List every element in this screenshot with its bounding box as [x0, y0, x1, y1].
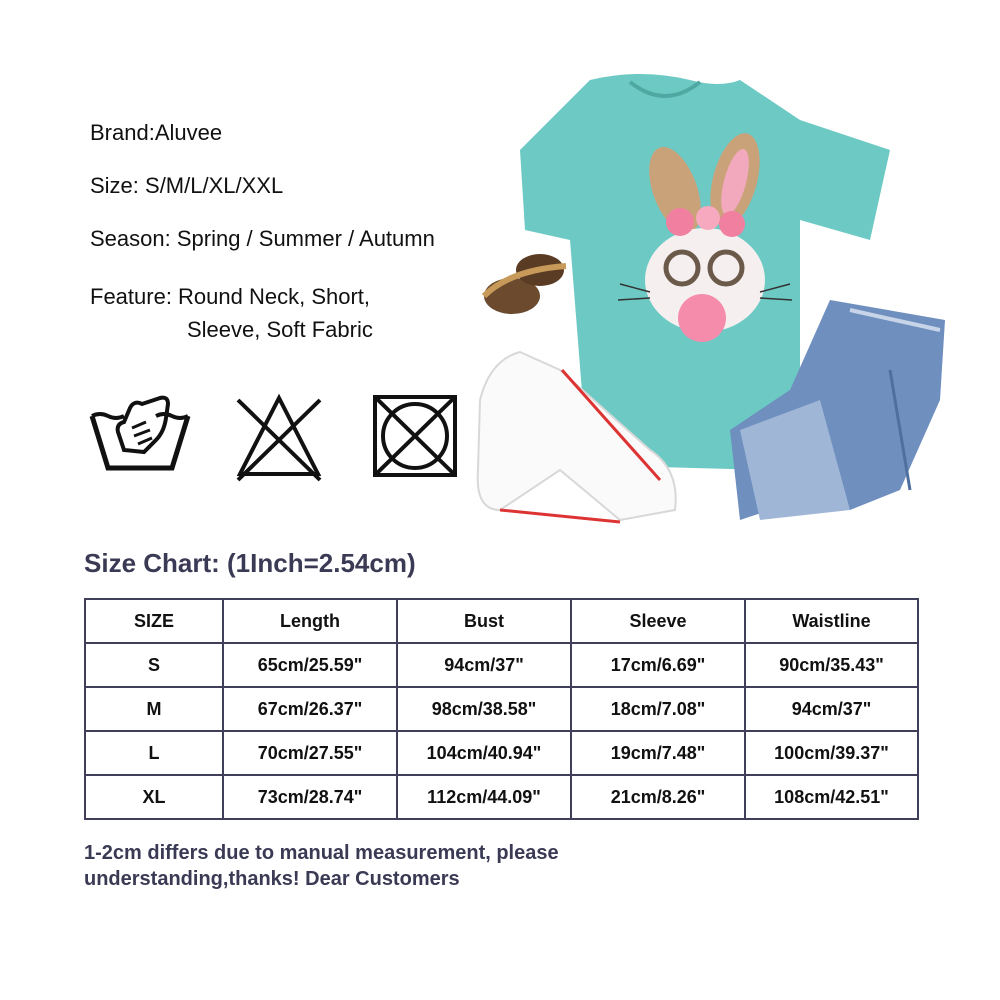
table-cell: 21cm/8.26"	[571, 775, 745, 819]
table-cell: 112cm/44.09"	[397, 775, 571, 819]
table-cell: 18cm/7.08"	[571, 687, 745, 731]
product-photo	[470, 70, 960, 540]
note-line2: understanding,thanks! Dear Customers	[84, 868, 460, 890]
header-waistline: Waistline	[745, 599, 918, 643]
table-cell: M	[85, 687, 223, 731]
sunglasses-image	[484, 254, 566, 314]
table-header-row	[85, 599, 918, 643]
table-row	[85, 687, 918, 731]
header-size: SIZE	[85, 599, 223, 643]
do-not-bleach-icon	[234, 390, 324, 482]
table-row	[85, 643, 918, 687]
hand-wash-icon	[88, 388, 192, 472]
brand-text: Brand:Aluvee	[90, 120, 223, 145]
table-cell: 94cm/37"	[745, 687, 918, 731]
feature-text-line2: Sleeve, Soft Fabric	[187, 317, 373, 342]
table-cell: 100cm/39.37"	[745, 731, 918, 775]
table-cell: 94cm/37"	[397, 643, 571, 687]
size-chart-title: Size Chart: (1Inch=2.54cm)	[84, 548, 416, 578]
table-cell: 73cm/28.74"	[223, 775, 397, 819]
table-cell: 67cm/26.37"	[223, 687, 397, 731]
size-chart-table	[84, 598, 919, 820]
table-cell: S	[85, 643, 223, 687]
table-cell: 70cm/27.55"	[223, 731, 397, 775]
do-not-tumble-dry-icon	[372, 394, 458, 478]
table-cell: 65cm/25.59"	[223, 643, 397, 687]
table-row	[85, 731, 918, 775]
table-cell: L	[85, 731, 223, 775]
season-text: Season: Spring / Summer / Autumn	[90, 226, 435, 251]
table-cell: 108cm/42.51"	[745, 775, 918, 819]
note-line1: 1-2cm differs due to manual measurement, please	[84, 842, 559, 864]
size-text: Size: S/M/L/XL/XXL	[90, 173, 284, 198]
table-cell: XL	[85, 775, 223, 819]
feature-text-line1: Feature: Round Neck, Short,	[90, 284, 371, 309]
header-bust: Bust	[397, 599, 571, 643]
table-cell: 90cm/35.43"	[745, 643, 918, 687]
header-sleeve: Sleeve	[571, 599, 745, 643]
table-cell: 98cm/38.58"	[397, 687, 571, 731]
table-cell: 19cm/7.48"	[571, 731, 745, 775]
measurement-note	[84, 840, 559, 892]
table-row	[85, 775, 918, 819]
header-length: Length	[223, 599, 397, 643]
table-cell: 17cm/6.69"	[571, 643, 745, 687]
table-cell: 104cm/40.94"	[397, 731, 571, 775]
